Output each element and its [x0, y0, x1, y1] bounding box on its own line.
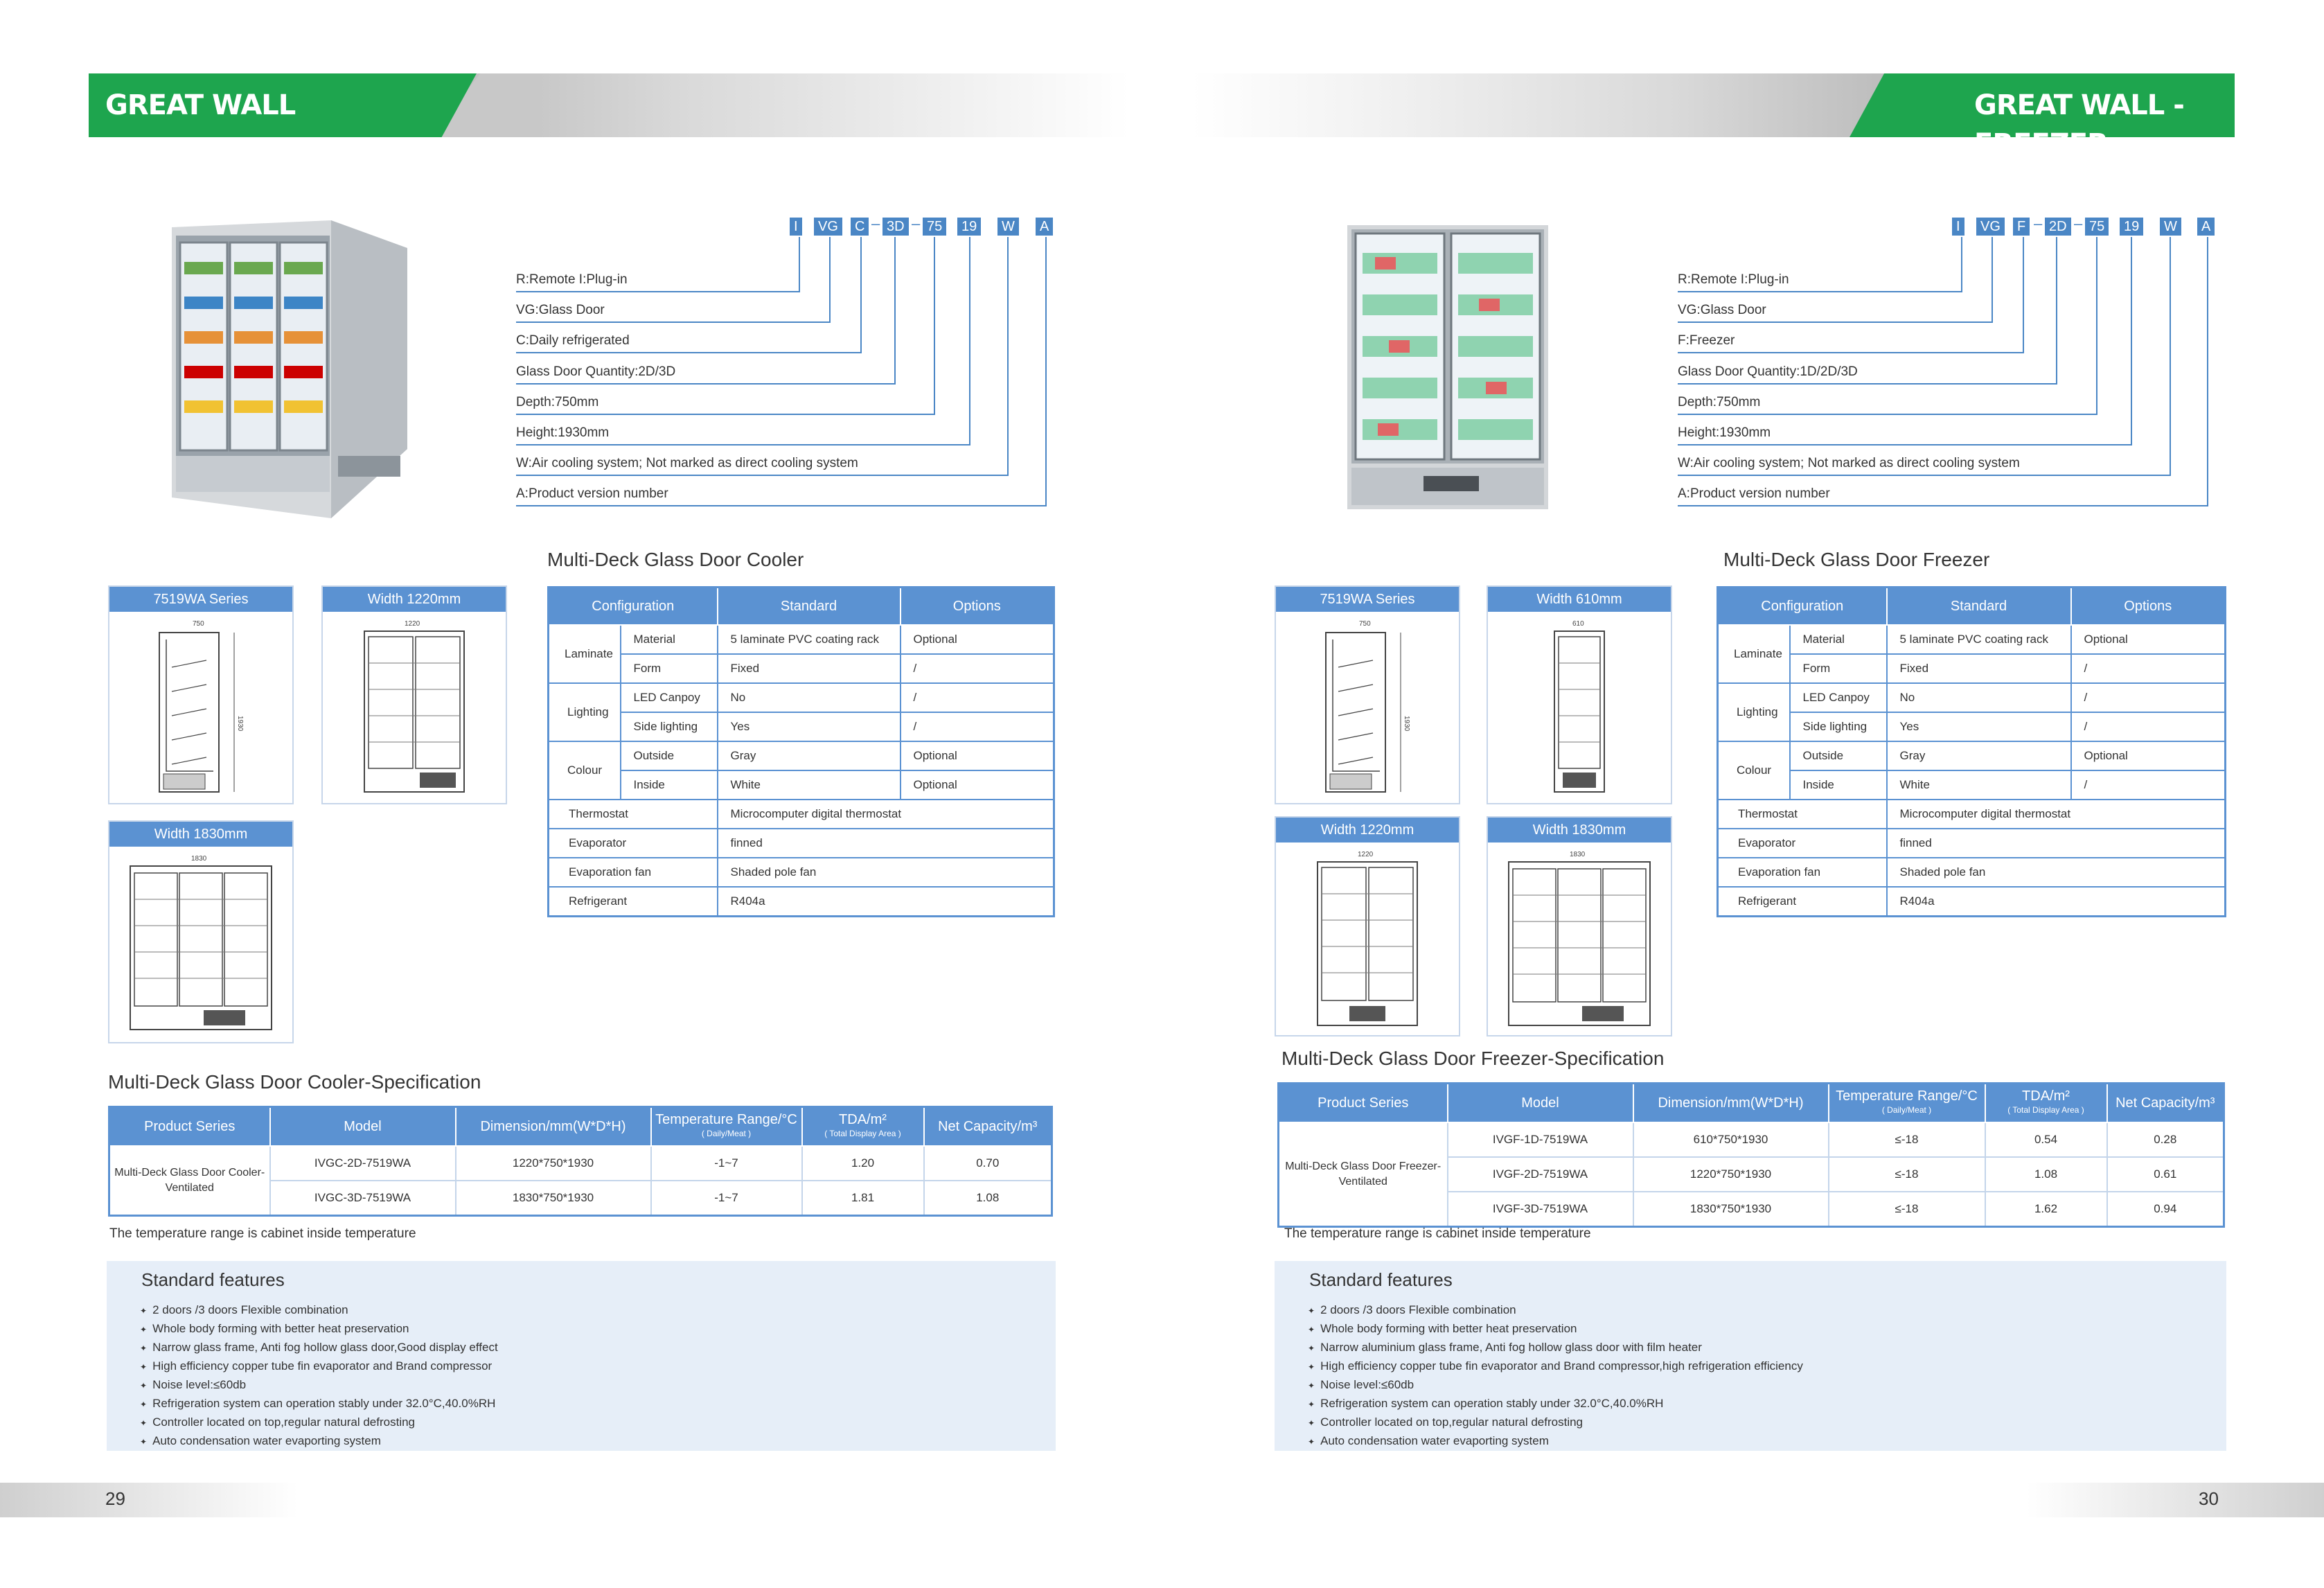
table-cell: Refrigerant — [1718, 887, 1887, 917]
code-part: 75 — [923, 218, 946, 236]
row-group-label: Colour — [1718, 741, 1790, 800]
feature-item: ✦ High efficiency copper tube fin evaporator and Brand compressor,high refrigeration efficiency — [1308, 1357, 1803, 1376]
feature-item: ✦ 2 doors /3 doors Flexible combination — [1308, 1301, 1803, 1320]
legend-connector — [1045, 237, 1047, 505]
table-header-row — [549, 588, 1054, 626]
svg-text:1930: 1930 — [1403, 716, 1410, 732]
column-header: Net Capacity/m³ — [924, 1107, 1052, 1147]
page-title-right: GREAT WALL - FREEZER — [1974, 89, 2184, 160]
card-title: Width 1220mm — [1276, 818, 1459, 842]
table-cell: No — [718, 683, 901, 712]
table-cell: 0.70 — [924, 1146, 1052, 1181]
column-header: Model — [270, 1107, 456, 1147]
column-header: Model — [1448, 1084, 1633, 1123]
spec-title-left: Multi-Deck Glass Door Cooler-Specification — [108, 1071, 481, 1093]
legend-connector — [1992, 237, 1993, 321]
table-cell: 5 laminate PVC coating rack — [718, 625, 901, 654]
svg-text:610: 610 — [1572, 620, 1584, 628]
drawing-card-1220 — [321, 585, 507, 804]
column-header: Configuration — [549, 588, 718, 626]
table-cell: R404a — [718, 887, 1054, 917]
card-title: Width 1830mm — [109, 822, 292, 847]
legend-item: R:Remote I:Plug-in — [1678, 272, 1789, 287]
column-header: Options — [901, 588, 1054, 626]
legend-rule — [1678, 505, 2208, 506]
header-sublabel: ( Daily/Meat ) — [1881, 1105, 1932, 1115]
table-cell: ≤-18 — [1829, 1122, 1985, 1157]
header-sublabel: ( Daily/Meat ) — [701, 1129, 752, 1138]
column-header: Product Series — [1279, 1084, 1448, 1123]
table-cell: IVGC-2D-7519WA — [270, 1146, 456, 1181]
table-row — [1718, 858, 2226, 887]
table-row — [549, 829, 1054, 858]
legend-connector — [2207, 237, 2208, 505]
card-title: Width 1220mm — [323, 587, 506, 612]
front-elevation-2-door — [1276, 842, 1459, 1034]
column-header: Dimension/mm(W*D*H) — [456, 1107, 651, 1147]
code-part: A — [2197, 218, 2215, 236]
front-elevation-3-door — [109, 847, 292, 1041]
legend-rule — [1678, 414, 2097, 415]
feature-item: ✦ High efficiency copper tube fin evaporator and Brand compressor — [140, 1357, 498, 1376]
features-list — [140, 1301, 498, 1451]
legend-rule — [516, 352, 862, 353]
header-label: Temperature Range/°C — [655, 1112, 797, 1127]
table-row — [1718, 625, 2226, 654]
table-cell: / — [2071, 770, 2226, 800]
table-cell: ≤-18 — [1829, 1157, 1985, 1192]
table-cell: / — [901, 654, 1054, 683]
table-row — [1718, 829, 2226, 858]
footer-band-left — [0, 1483, 298, 1517]
front-elevation-3-door — [1488, 842, 1671, 1034]
table-cell: Yes — [718, 712, 901, 741]
svg-text:1830: 1830 — [191, 855, 207, 863]
drawing-card-1830 — [1487, 816, 1672, 1036]
page-title-left: GREAT WALL — [105, 89, 296, 121]
legend-connector — [2056, 237, 2057, 383]
header-label: Temperature Range/°C — [1836, 1088, 1978, 1104]
table-cell: 1220*750*1930 — [456, 1146, 651, 1181]
drawing-card-series — [1275, 585, 1460, 804]
table-cell: Optional — [2071, 741, 2226, 770]
feature-item: ✦ Controller located on top,regular natural defrosting — [1308, 1413, 1803, 1432]
drawing-card-1830 — [108, 820, 294, 1043]
spec-note-right: The temperature range is cabinet inside temperature — [1284, 1226, 1591, 1241]
row-group-label: Colour — [549, 741, 621, 800]
table-cell: 1.62 — [1985, 1192, 2107, 1227]
table-cell: 1.81 — [802, 1181, 924, 1216]
table-cell: Gray — [718, 741, 901, 770]
legend-connector — [894, 237, 896, 383]
table-cell: / — [901, 712, 1054, 741]
table-cell: Microcomputer digital thermostat — [1887, 800, 2226, 829]
feature-item: ✦ Refrigeration system can operation stably under 32.0°C,40.0%RH — [1308, 1395, 1803, 1413]
table-cell: Material — [1790, 625, 1887, 654]
table-row — [1279, 1122, 2224, 1157]
code-dash: – — [871, 215, 880, 232]
side-section-drawing — [1276, 612, 1459, 802]
table-cell: Fixed — [1887, 654, 2071, 683]
legend-connector — [2096, 237, 2097, 414]
legend-item: C:Daily refrigerated — [516, 333, 630, 348]
product-photo-cooler — [158, 220, 407, 520]
table-cell: IVGF-2D-7519WA — [1448, 1157, 1633, 1192]
table-header-row — [109, 1107, 1052, 1147]
table-cell: IVGC-3D-7519WA — [270, 1181, 456, 1216]
code-part: 2D — [2045, 218, 2071, 236]
page-number-left: 29 — [105, 1488, 125, 1509]
table-row — [1718, 887, 2226, 917]
header-sublabel: ( Total Display Area ) — [824, 1129, 901, 1138]
table-cell: 1220*750*1930 — [1633, 1157, 1829, 1192]
table-cell: Side lighting — [621, 712, 718, 741]
table-cell: 5 laminate PVC coating rack — [1887, 625, 2071, 654]
table-cell: Optional — [901, 770, 1054, 800]
code-part: 19 — [957, 218, 981, 236]
legend-rule — [1678, 291, 1962, 292]
drawing-card-series — [108, 585, 294, 804]
table-cell: Inside — [621, 770, 718, 800]
table-cell: -1~7 — [651, 1146, 802, 1181]
table-cell: Thermostat — [1718, 800, 1887, 829]
table-cell: Outside — [1790, 741, 1887, 770]
table-cell: 1830*750*1930 — [456, 1181, 651, 1216]
legend-rule — [1678, 383, 2057, 385]
code-dash: – — [2034, 215, 2043, 232]
legend-rule — [516, 475, 1009, 476]
svg-text:1930: 1930 — [236, 716, 244, 732]
table-header-row — [1279, 1084, 2224, 1123]
code-part: F — [2013, 218, 2030, 236]
table-cell: Refrigerant — [549, 887, 718, 917]
legend-rule — [1678, 321, 1993, 323]
code-part: VG — [1976, 218, 2005, 236]
column-header — [651, 1107, 802, 1147]
legend-item: W:Air cooling system; Not marked as direct cooling system — [516, 456, 858, 470]
legend-item: W:Air cooling system; Not marked as direct cooling system — [1678, 456, 2020, 470]
features-title: Standard features — [141, 1269, 285, 1290]
code-dash: – — [912, 215, 921, 232]
table-cell: -1~7 — [651, 1181, 802, 1216]
table-cell: / — [2071, 654, 2226, 683]
table-row — [1718, 683, 2226, 712]
features-list — [1308, 1301, 1803, 1451]
table-row — [1718, 654, 2226, 683]
code-part: VG — [814, 218, 842, 236]
svg-text:1830: 1830 — [1570, 851, 1586, 858]
column-header: Net Capacity/m³ — [2107, 1084, 2224, 1123]
feature-item: ✦ Noise level:≤60db — [1308, 1376, 1803, 1395]
legend-rule — [516, 444, 970, 445]
legend-rule — [516, 414, 935, 415]
table-cell: 1.08 — [1985, 1157, 2107, 1192]
feature-item: ✦ Whole body forming with better heat preservation — [1308, 1320, 1803, 1339]
column-header — [802, 1107, 924, 1147]
legend-item: VG:Glass Door — [1678, 303, 1766, 317]
table-cell: LED Canpoy — [1790, 683, 1887, 712]
row-group-label: Lighting — [1718, 683, 1790, 741]
column-header: Configuration — [1718, 588, 1887, 626]
series-cell: Multi-Deck Glass Door Cooler-Ventilated — [109, 1146, 270, 1216]
column-header — [1829, 1084, 1985, 1123]
feature-item: ✦ Whole body forming with better heat preservation — [140, 1320, 498, 1339]
legend-rule — [1678, 444, 2132, 445]
legend-item: Height:1930mm — [1678, 425, 1771, 440]
code-part: I — [1952, 218, 1964, 236]
header-label: TDA/m² — [839, 1112, 887, 1127]
table-row — [1718, 741, 2226, 770]
table-cell: Optional — [901, 741, 1054, 770]
legend-connector — [969, 237, 970, 444]
table-cell: Side lighting — [1790, 712, 1887, 741]
code-part: C — [851, 218, 869, 236]
card-title: 7519WA Series — [109, 587, 292, 612]
table-header-row — [1718, 588, 2226, 626]
code-part: W — [997, 218, 1019, 236]
row-group-label: Lighting — [549, 683, 621, 741]
table-cell: Gray — [1887, 741, 2071, 770]
feature-item: ✦ Narrow aluminium glass frame, Anti fog hollow glass door with film heater — [1308, 1339, 1803, 1357]
feature-item: ✦ Refrigeration system can operation stably under 32.0°C,40.0%RH — [140, 1395, 498, 1413]
legend-connector — [2023, 237, 2024, 352]
table-row — [549, 654, 1054, 683]
spec-table-right — [1277, 1082, 2225, 1228]
legend-item: A:Product version number — [1678, 486, 1830, 501]
table-cell: 0.54 — [1985, 1122, 2107, 1157]
product-photo-freezer — [1347, 225, 1548, 509]
table-cell: White — [718, 770, 901, 800]
table-cell: Evaporation fan — [1718, 858, 1887, 887]
legend-connector — [799, 237, 800, 291]
table-cell: Evaporation fan — [549, 858, 718, 887]
front-elevation-1-door — [1488, 612, 1671, 802]
legend-connector — [860, 237, 862, 352]
table-row — [1718, 712, 2226, 741]
feature-item: ✦ Controller located on top,regular natural defrosting — [140, 1413, 498, 1432]
table-cell: IVGF-3D-7519WA — [1448, 1192, 1633, 1227]
table-cell: Form — [621, 654, 718, 683]
column-header: Standard — [718, 588, 901, 626]
table-cell: Microcomputer digital thermostat — [718, 800, 1054, 829]
legend-item: Depth:750mm — [516, 395, 599, 409]
features-title: Standard features — [1309, 1269, 1453, 1290]
row-group-label: Laminate — [549, 625, 621, 683]
table-row — [1718, 770, 2226, 800]
legend-rule — [516, 291, 800, 292]
table-cell: 0.28 — [2107, 1122, 2224, 1157]
table-cell: No — [1887, 683, 2071, 712]
legend-item: Glass Door Quantity:1D/2D/3D — [1678, 364, 1858, 379]
header-band-left-gradient — [443, 73, 1129, 137]
table-cell: 610*750*1930 — [1633, 1122, 1829, 1157]
code-part: A — [1036, 218, 1053, 236]
table-cell: Evaporator — [549, 829, 718, 858]
feature-item: ✦ 2 doors /3 doors Flexible combination — [140, 1301, 498, 1320]
table-cell: Outside — [621, 741, 718, 770]
table-row — [549, 625, 1054, 654]
table-cell: Yes — [1887, 712, 2071, 741]
table-cell: R404a — [1887, 887, 2226, 917]
table-row — [549, 741, 1054, 770]
legend-rule — [516, 321, 831, 323]
legend-rule — [516, 383, 896, 385]
legend-connector — [829, 237, 831, 321]
config-table-right — [1717, 586, 2226, 917]
table-cell: Form — [1790, 654, 1887, 683]
column-header: Product Series — [109, 1107, 270, 1147]
feature-item: ✦ Noise level:≤60db — [140, 1376, 498, 1395]
legend-connector — [1961, 237, 1962, 291]
table-cell: 1.08 — [924, 1181, 1052, 1216]
code-part: I — [790, 218, 802, 236]
drawing-card-610 — [1487, 585, 1672, 804]
config-title-left: Multi-Deck Glass Door Cooler — [547, 549, 804, 570]
table-cell: IVGF-1D-7519WA — [1448, 1122, 1633, 1157]
card-title: 7519WA Series — [1276, 587, 1459, 612]
table-cell: Inside — [1790, 770, 1887, 800]
table-cell: White — [1887, 770, 2071, 800]
legend-rule — [516, 505, 1047, 506]
table-cell: Thermostat — [549, 800, 718, 829]
drawing-card-1220 — [1275, 816, 1460, 1036]
table-row — [549, 683, 1054, 712]
table-cell: 1830*750*1930 — [1633, 1192, 1829, 1227]
header-label: TDA/m² — [2022, 1088, 2070, 1104]
legend-rule — [1678, 352, 2024, 353]
config-title-right: Multi-Deck Glass Door Freezer — [1723, 549, 1990, 570]
feature-item: ✦ Auto condensation water evaporting system — [1308, 1432, 1803, 1451]
table-row — [109, 1146, 1052, 1181]
card-title: Width 610mm — [1488, 587, 1671, 612]
svg-text:750: 750 — [193, 620, 204, 628]
config-table-left — [547, 586, 1055, 917]
code-part: 3D — [882, 218, 909, 236]
column-header: Dimension/mm(W*D*H) — [1633, 1084, 1829, 1123]
page-number-right: 30 — [2199, 1488, 2219, 1509]
legend-item: Height:1930mm — [516, 425, 610, 440]
table-cell: Fixed — [718, 654, 901, 683]
svg-text:1220: 1220 — [1358, 851, 1374, 858]
table-row — [549, 800, 1054, 829]
legend-item: A:Product version number — [516, 486, 668, 501]
legend-connector — [934, 237, 935, 414]
table-row — [549, 770, 1054, 800]
column-header: Options — [2071, 588, 2226, 626]
legend-item: VG:Glass Door — [516, 303, 605, 317]
table-cell: / — [901, 683, 1054, 712]
standard-features-right — [1275, 1261, 2226, 1451]
legend-item: F:Freezer — [1678, 333, 1735, 348]
table-row — [1718, 800, 2226, 829]
spec-table-left — [108, 1106, 1053, 1217]
table-cell: Shaded pole fan — [1887, 858, 2226, 887]
code-part: W — [2160, 218, 2181, 236]
legend-connector — [2131, 237, 2132, 444]
legend-connector — [1007, 237, 1009, 475]
code-part: 19 — [2120, 218, 2143, 236]
column-header: Standard — [1887, 588, 2071, 626]
table-cell: Shaded pole fan — [718, 858, 1054, 887]
table-cell: finned — [1887, 829, 2226, 858]
spec-note-left: The temperature range is cabinet inside temperature — [109, 1226, 416, 1241]
legend-rule — [1678, 475, 2171, 476]
legend-item: Glass Door Quantity:2D/3D — [516, 364, 676, 379]
table-cell: Material — [621, 625, 718, 654]
legend-connector — [2170, 237, 2171, 475]
table-cell: ≤-18 — [1829, 1192, 1985, 1227]
table-row — [549, 712, 1054, 741]
spec-title-right: Multi-Deck Glass Door Freezer-Specification — [1281, 1048, 1665, 1069]
table-cell: Evaporator — [1718, 829, 1887, 858]
feature-item: ✦ Auto condensation water evaporting system — [140, 1432, 498, 1451]
table-cell: 0.61 — [2107, 1157, 2224, 1192]
table-cell: Optional — [901, 625, 1054, 654]
svg-text:750: 750 — [1359, 620, 1371, 628]
code-part: 75 — [2085, 218, 2109, 236]
front-elevation-2-door — [323, 612, 506, 802]
table-cell: finned — [718, 829, 1054, 858]
table-cell: 0.94 — [2107, 1192, 2224, 1227]
footer-band-right — [2026, 1483, 2324, 1517]
header-sublabel: ( Total Display Area ) — [2007, 1105, 2084, 1115]
table-cell: 1.20 — [802, 1146, 924, 1181]
header-band-right-gradient — [1191, 73, 1884, 137]
series-cell: Multi-Deck Glass Door Freezer-Ventilated — [1279, 1122, 1448, 1227]
column-header — [1985, 1084, 2107, 1123]
feature-item: ✦ Narrow glass frame, Anti fog hollow glass door,Good display effect — [140, 1339, 498, 1357]
table-cell: LED Canpoy — [621, 683, 718, 712]
row-group-label: Laminate — [1718, 625, 1790, 683]
legend-item: Depth:750mm — [1678, 395, 1761, 409]
standard-features-left — [107, 1261, 1056, 1451]
side-section-drawing — [109, 612, 292, 802]
table-cell: Optional — [2071, 625, 2226, 654]
table-row — [549, 887, 1054, 917]
table-cell: / — [2071, 683, 2226, 712]
svg-text:1220: 1220 — [405, 620, 420, 628]
table-cell: / — [2071, 712, 2226, 741]
legend-item: R:Remote I:Plug-in — [516, 272, 628, 287]
table-row — [549, 858, 1054, 887]
card-title: Width 1830mm — [1488, 818, 1671, 842]
code-dash: – — [2074, 215, 2083, 232]
